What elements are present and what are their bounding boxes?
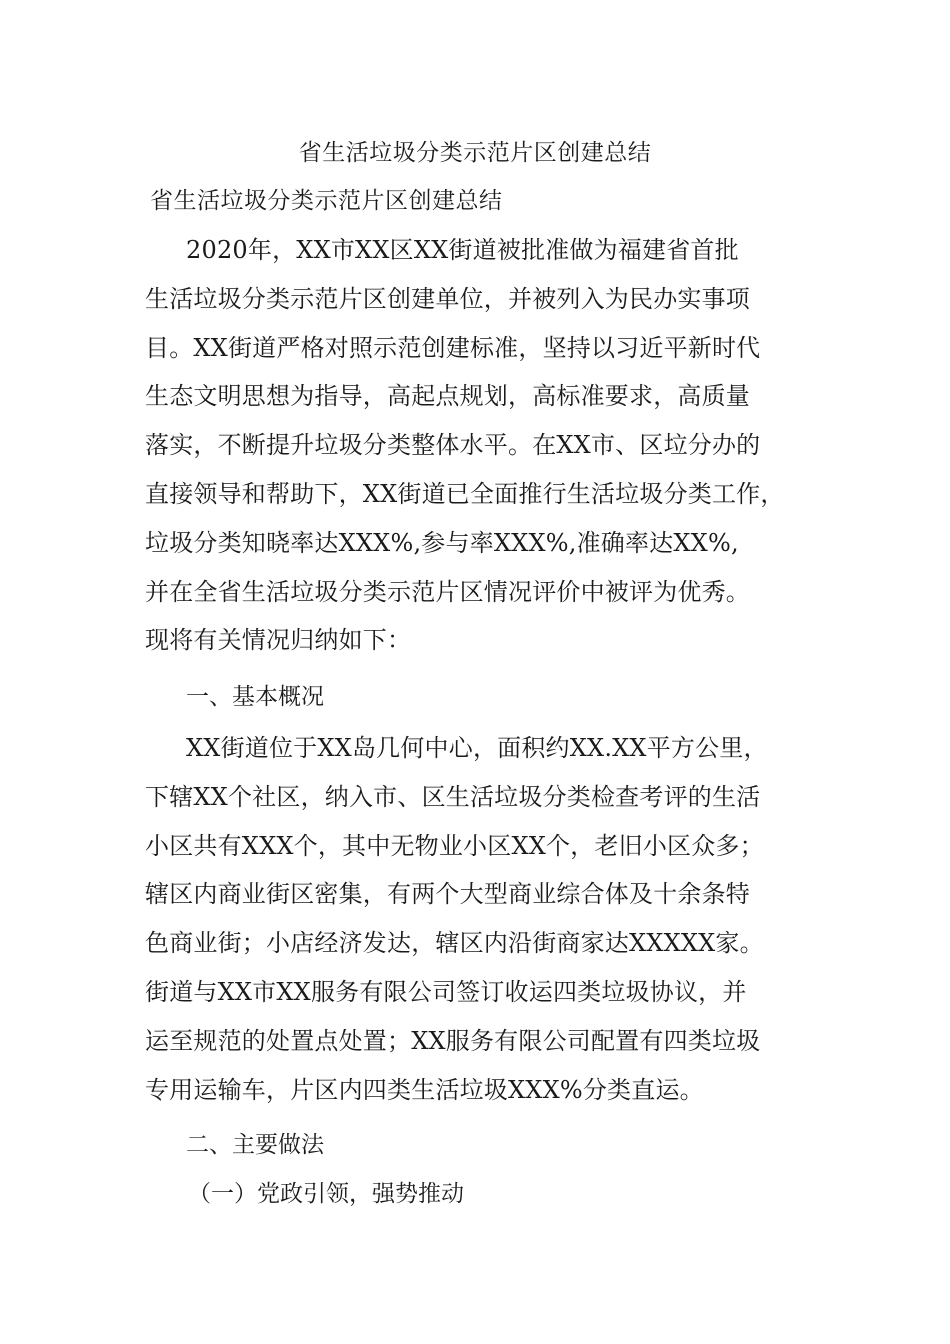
section-heading-overview: 一、基本概况 bbox=[186, 684, 324, 710]
paragraph-line: 运至规范的处置点处置；XX服务有限公司配置有四类垃圾 bbox=[145, 1026, 761, 1055]
paragraph-line: 直接领导和帮助下，XX街道已全面推行生活垃圾分类工作， bbox=[145, 479, 785, 508]
paragraph-line: 垃圾分类知晓率达XXX%,参与率XXX%,准确率达XX%, bbox=[145, 528, 739, 557]
paragraph-line: XX街道位于XX岛几何中心，面积约XX.XX平方公里， bbox=[186, 734, 768, 762]
paragraph-line: 专用运输车，片区内四类生活垃圾XXX%分类直运。 bbox=[145, 1075, 704, 1104]
section-heading-practices: 二、主要做法 bbox=[186, 1132, 324, 1158]
paragraph-line: 目。XX街道严格对照示范创建标准，坚持以习近平新时代 bbox=[145, 333, 761, 362]
paragraph-line: 生活垃圾分类示范片区创建单位，并被列入为民办实事项 bbox=[145, 284, 750, 313]
paragraph-line: 生态文明思想为指导，高起点规划，高标准要求，高质量 bbox=[145, 382, 750, 411]
paragraph-line: 落实，不断提升垃圾分类整体水平。在XX市、区垃分办的 bbox=[145, 431, 761, 460]
paragraph-line: 街道与XX市XX服务有限公司签订收运四类垃圾协议，并 bbox=[145, 977, 747, 1006]
document-title: 省生活垃圾分类示范片区创建总结 bbox=[298, 140, 652, 166]
document-subtitle: 省生活垃圾分类示范片区创建总结 bbox=[150, 188, 503, 214]
paragraph-line: 小区共有XXX个，其中无物业小区XX个，老旧小区众多； bbox=[145, 831, 764, 860]
paragraph-line: 色商业街；小店经济发达，辖区内沿街商家达XXXXX家。 bbox=[145, 929, 764, 958]
intro-paragraph bbox=[145, 226, 845, 665]
paragraph-line: 辖区内商业街区密集，有两个大型商业综合体及十余条特 bbox=[145, 880, 750, 909]
paragraph-line: 现将有关情况归纳如下： bbox=[145, 626, 412, 655]
paragraph-line: 下辖XX个社区，纳入市、区生活垃圾分类检查考评的生活 bbox=[145, 782, 761, 811]
subsection-heading-leadership: （一）党政引领，强势推动 bbox=[188, 1181, 464, 1207]
paragraph-line: 并在全省生活垃圾分类示范片区情况评价中被评为优秀。 bbox=[145, 577, 750, 606]
paragraph-line: 2020年，XX市XX区XX街道被批准做为福建省首批 bbox=[186, 236, 739, 264]
overview-paragraph bbox=[145, 724, 845, 1114]
